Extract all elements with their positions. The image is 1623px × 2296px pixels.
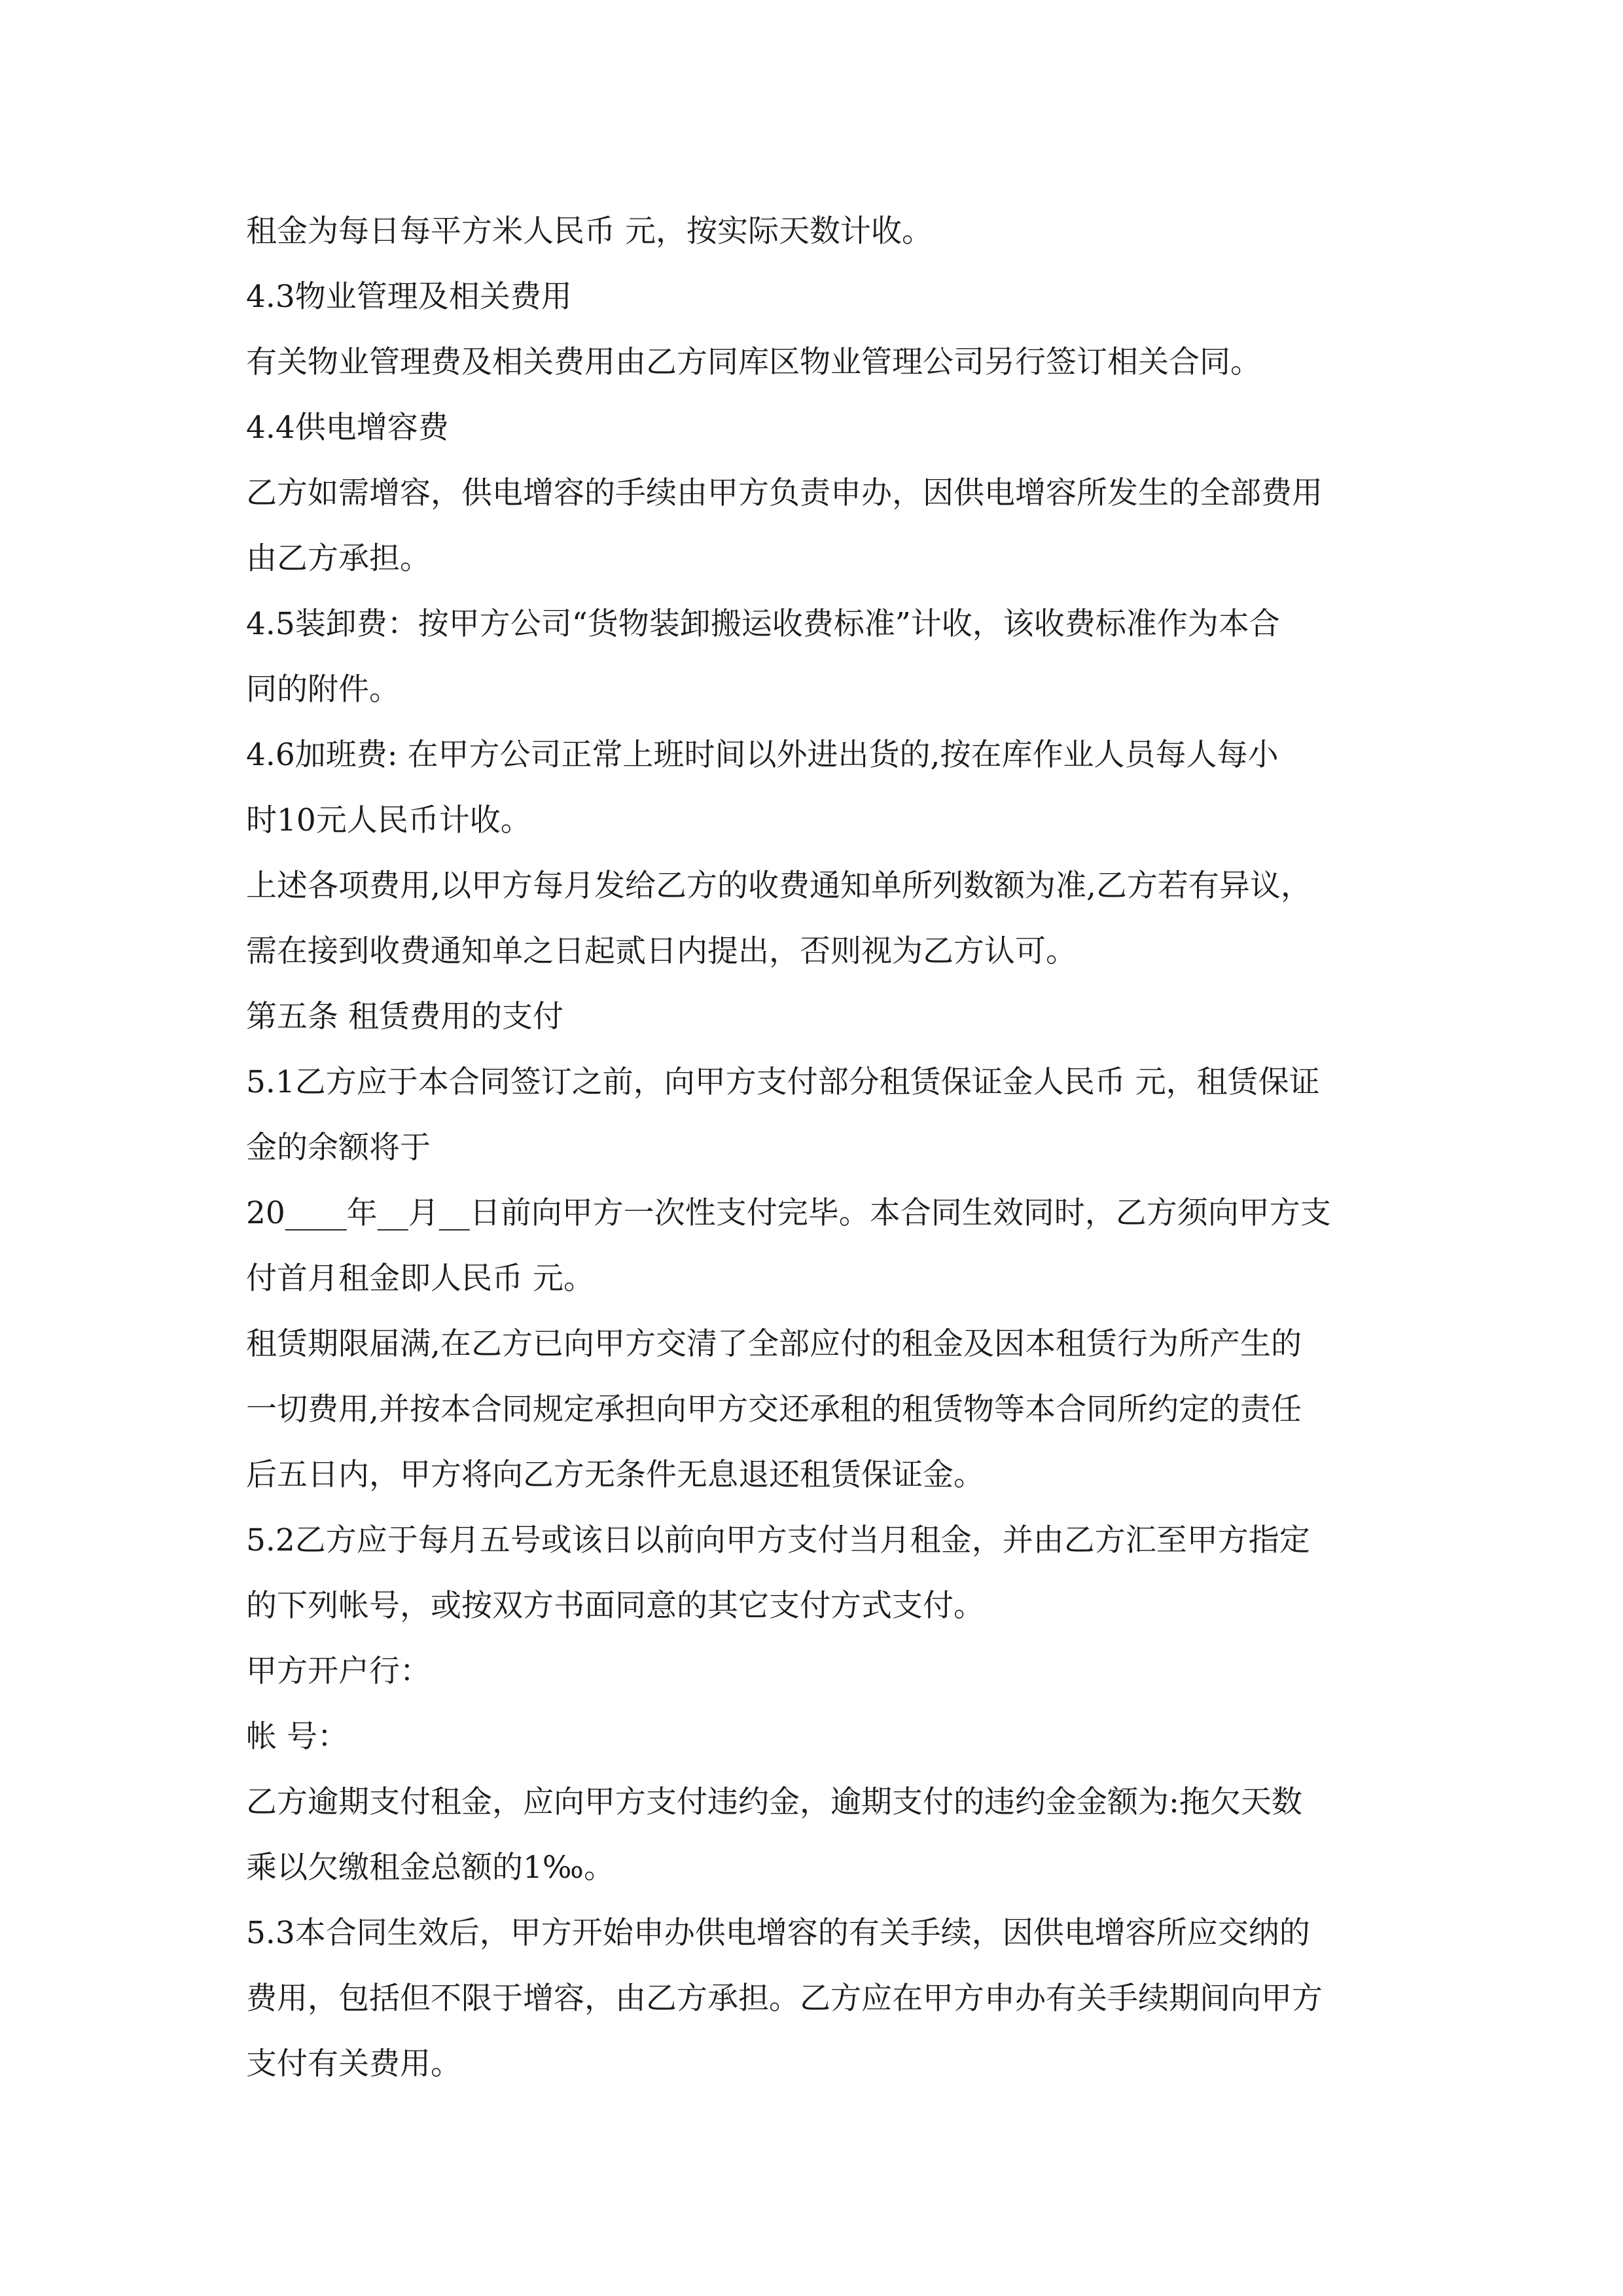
text-line: 乘以欠缴租金总额的1‰。 (246, 1850, 615, 1886)
document-body (246, 199, 1390, 2097)
text-line: 时10元人民币计收。 (246, 802, 531, 838)
text-line: 付首月租金即人民币 元。 (246, 1261, 594, 1297)
text-line: 同的附件。 (246, 672, 400, 708)
text-line: 5.3本合同生效后，甲方开始申办供电增容的有关手续，因供电增容所应交纳的 (246, 1915, 1310, 1951)
bank-label: 甲方开户行： (246, 1653, 431, 1689)
text-line: 支付有关费用。 (246, 2046, 461, 2082)
article-heading: 第五条 租赁费用的支付 (246, 999, 563, 1035)
text-line: 后五日内，甲方将向乙方无条件无息退还租赁保证金。 (246, 1457, 984, 1493)
text-line: 上述各项费用,以甲方每月发给乙方的收费通知单所列数额为准,乙方若有异议， (246, 868, 1311, 904)
text-line: 一切费用,并按本合同规定承担向甲方交还承租的租赁物等本合同所约定的责任 (246, 1391, 1302, 1427)
section-heading: 4.4供电增容费 (246, 410, 449, 446)
text-line: 由乙方承担。 (246, 541, 431, 577)
text-line: 乙方逾期支付租金，应向甲方支付违约金，逾期支付的违约金金额为:拖欠天数 (246, 1784, 1302, 1820)
text-line: 5.2乙方应于每月五号或该日以前向甲方支付当月租金，并由乙方汇至甲方指定 (246, 1522, 1310, 1558)
text-line: 4.5装卸费：按甲方公司“货物装卸搬运收费标准”计收，该收费标准作为本合 (246, 606, 1280, 642)
text-line: 有关物业管理费及相关费用由乙方同库区物业管理公司另行签订相关合同。 (246, 344, 1261, 380)
text-line: 租赁期限届满,在乙方已向甲方交清了全部应付的租金及因本租赁行为所产生的 (246, 1326, 1302, 1362)
text-line: 费用，包括但不限于增容，由乙方承担。乙方应在甲方申办有关手续期间向甲方 (246, 1981, 1323, 2017)
text-line: 5.1乙方应于本合同签订之前，向甲方支付部分租赁保证金人民币 元，租赁保证 (246, 1064, 1320, 1100)
text-line: 20____年__月__日前向甲方一次性支付完毕。本合同生效同时，乙方须向甲方支 (246, 1195, 1331, 1231)
section-heading: 4.3物业管理及相关费用 (246, 279, 572, 315)
text-line: 的下列帐号，或按双方书面同意的其它支付方式支付。 (246, 1588, 984, 1624)
text-line: 4.6加班费: 在甲方公司正常上班时间以外进出货的,按在库作业人员每人每小 (246, 737, 1279, 773)
account-label: 帐 号： (246, 1719, 348, 1755)
text-line: 金的余额将于 (246, 1130, 431, 1166)
text-line: 租金为每日每平方米人民币 元，按实际天数计收。 (246, 213, 933, 249)
text-line: 需在接到收费通知单之日起贰日内提出，否则视为乙方认可。 (246, 933, 1077, 969)
text-line: 乙方如需增容，供电增容的手续由甲方负责申办，因供电增容所发生的全部费用 (246, 475, 1323, 511)
